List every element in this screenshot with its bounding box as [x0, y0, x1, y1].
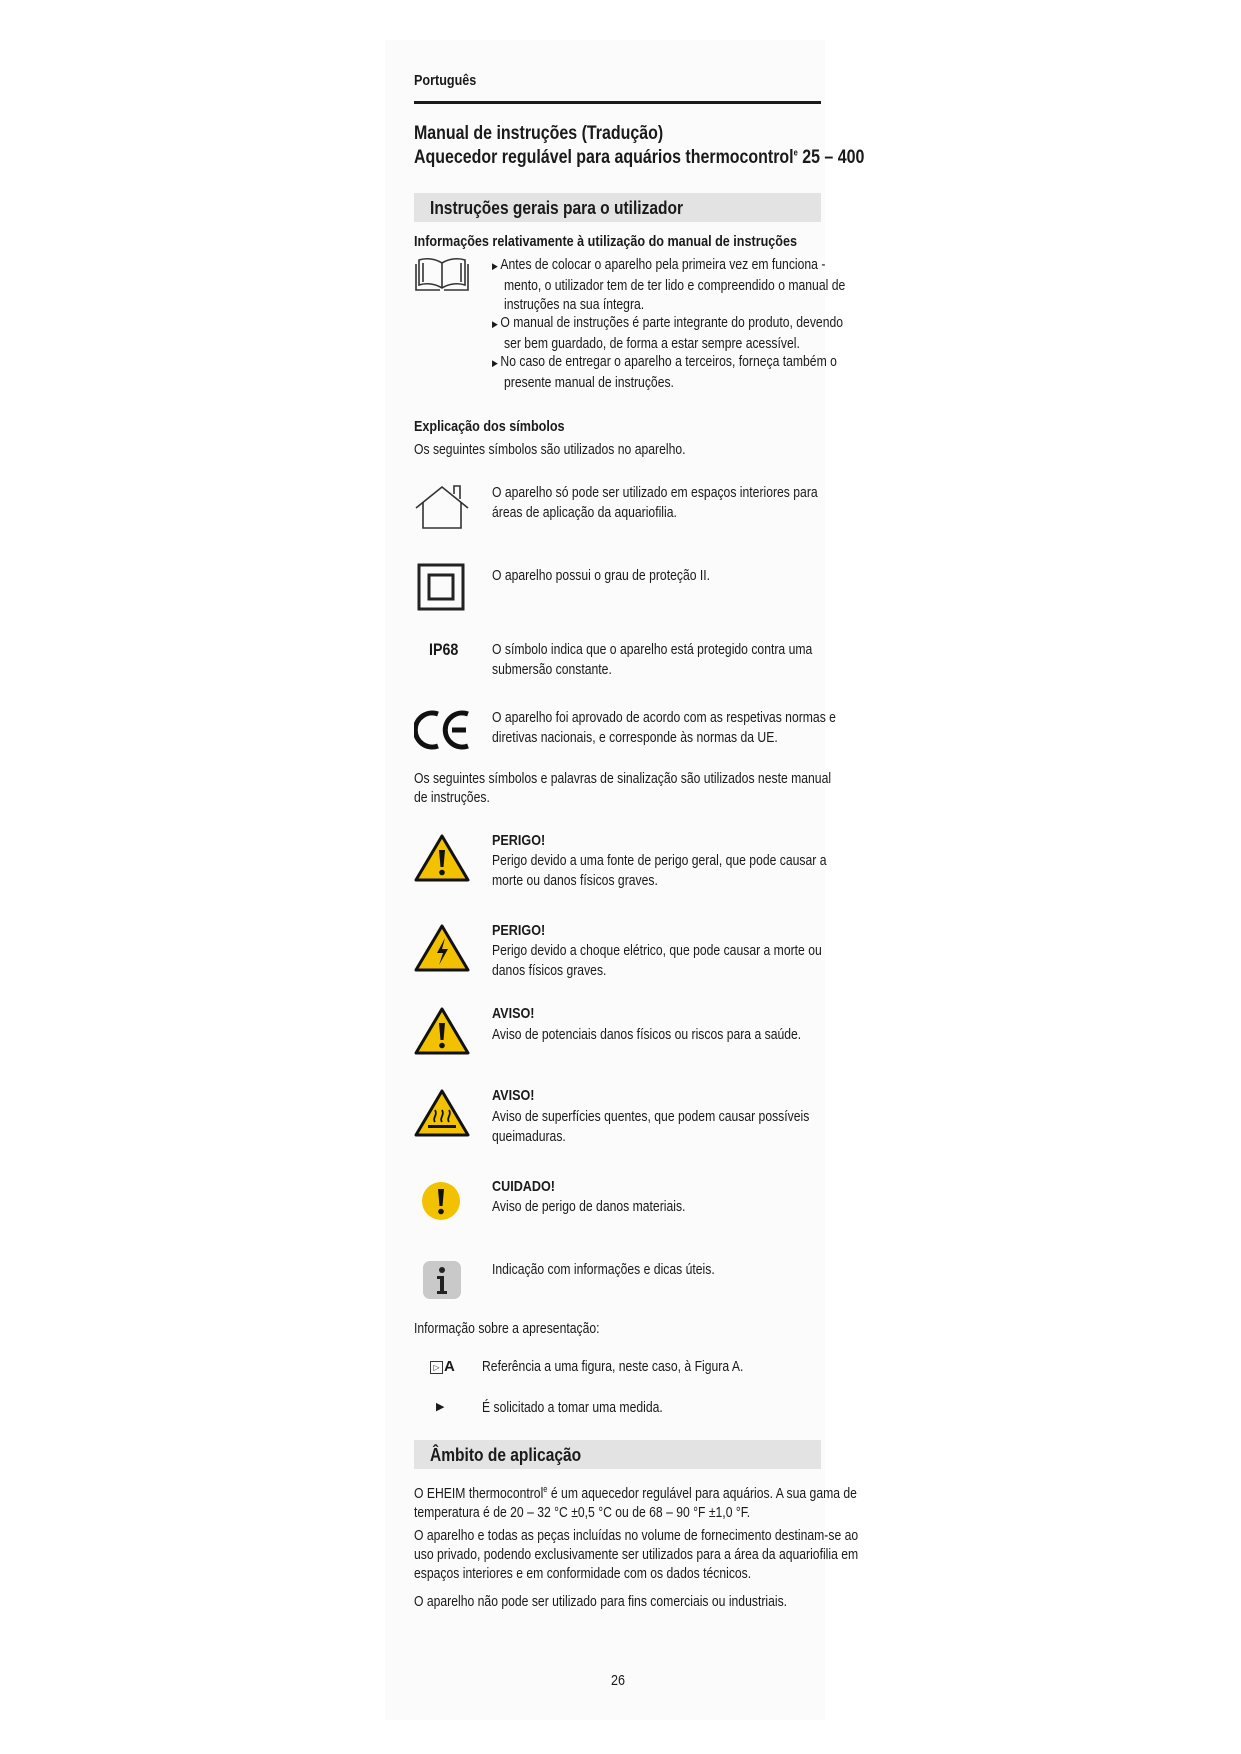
ip68-label: IP68	[429, 640, 459, 659]
signal-desc-warning-injury: Aviso de potenciais danos físicos ou riscos para a saúde.	[492, 1027, 802, 1043]
protection-class-ii-icon	[417, 563, 465, 611]
manual-bullet-1: ▶ Antes de colocar o aparelho pela primeira vez em funciona - mento, o utilizador tem de ter lido e compreendido o manual de instruções na sua íntegra.	[492, 257, 846, 313]
symbol-desc-protection: O aparelho possui o grau de proteção II.	[492, 568, 711, 584]
manual-bullet-2: ▶ O manual de instruções é parte integrante do produto, devendo ser bem guardado, de forma a estar sempre acessível.	[492, 315, 844, 352]
warning-triangle-icon	[414, 1006, 470, 1056]
manual-bullet-3: ▶ No caso de entregar o aparelho a terceiros, forneça também o presente manual de instruções.	[492, 354, 837, 391]
page-number: 26	[611, 1672, 626, 1689]
signal-desc-caution: Aviso de perigo de danos materiais.	[492, 1199, 686, 1215]
symbols-intro: Os seguintes símbolos são utilizados no aparelho.	[414, 442, 686, 458]
scope-paragraph-3: O aparelho não pode ser utilizado para fins comerciais ou industriais.	[414, 1594, 788, 1610]
action-arrow-icon: ▶	[436, 1401, 445, 1413]
manual-info-subheading: Informações relativamente à utilização do manual de instruções	[414, 233, 798, 250]
signal-word-danger-general: PERIGO!	[492, 832, 546, 849]
document-title-line1: Manual de instruções (Tradução)	[414, 123, 664, 144]
symbol-desc-ip68: O símbolo indica que o aparelho está protegido contra uma submersão constante.	[492, 642, 813, 678]
signal-word-warning-hot: AVISO!	[492, 1087, 535, 1104]
figure-reference-icon: ▷ A	[430, 1358, 455, 1375]
header-rule	[414, 101, 821, 104]
house-icon	[414, 484, 470, 530]
warning-triangle-icon	[414, 833, 470, 883]
presentation-desc-action: É solicitado a tomar uma medida.	[482, 1400, 663, 1416]
document-title-line2: Aquecedor regulável para aquários thermocontrol$^e$ 25 – 400	[414, 147, 865, 168]
presentation-desc-figure: Referência a uma figura, neste caso, à Figura A.	[482, 1359, 744, 1375]
scope-paragraph-2: O aparelho e todas as peças incluídas no volume de fornecimento destinam-se ao uso privado, podendo exclusivamente ser utilizados para a área da aquariofilia em espaços interiores e em conformidade com os dados técnicos.	[414, 1528, 859, 1582]
signal-word-caution: CUIDADO!	[492, 1178, 555, 1195]
symbol-desc-ce: O aparelho foi aprovado de acordo com as respetivas normas e diretivas nacionais, e corresponde às normas da UE.	[492, 710, 836, 746]
signal-words-intro: Os seguintes símbolos e palavras de sinalização são utilizados neste manual de instruções.	[414, 771, 832, 806]
hot-surface-icon	[414, 1088, 470, 1138]
electric-shock-icon	[414, 923, 470, 973]
book-icon	[414, 255, 470, 293]
caution-circle-icon	[421, 1181, 461, 1221]
section-heading-general-instructions: Instruções gerais para o utilizador	[414, 193, 821, 222]
ce-mark-icon	[414, 709, 472, 751]
signal-desc-danger-general: Perigo devido a uma fonte de perigo geral, que pode causar a morte ou danos físicos graves.	[492, 853, 827, 889]
signal-desc-warning-hot: Aviso de superfícies quentes, que podem causar possíveis queimaduras.	[492, 1109, 810, 1145]
signal-desc-info: Indicação com informações e dicas úteis.	[492, 1262, 715, 1278]
signal-word-danger-electric: PERIGO!	[492, 922, 546, 939]
info-icon	[422, 1260, 462, 1300]
section-heading-scope: Âmbito de aplicação	[414, 1440, 821, 1469]
language-label: Português	[414, 72, 477, 89]
signal-word-warning-injury: AVISO!	[492, 1005, 535, 1022]
presentation-intro: Informação sobre a apresentação:	[414, 1321, 600, 1337]
symbols-subheading: Explicação dos símbolos	[414, 418, 565, 435]
signal-desc-danger-electric: Perigo devido a choque elétrico, que pode causar a morte ou danos físicos graves.	[492, 943, 822, 979]
scope-paragraph-1: O EHEIM thermocontrol$^e$ é um aquecedor regulável para aquários. A sua gama de temperatura é de 20 – 32 °C ±0,5 °C ou de 68 – 90 °F ±1,0 °F.	[414, 1484, 857, 1521]
symbol-desc-indoor: O aparelho só pode ser utilizado em espaços interiores para áreas de aplicação da aquariofilia.	[492, 485, 818, 521]
